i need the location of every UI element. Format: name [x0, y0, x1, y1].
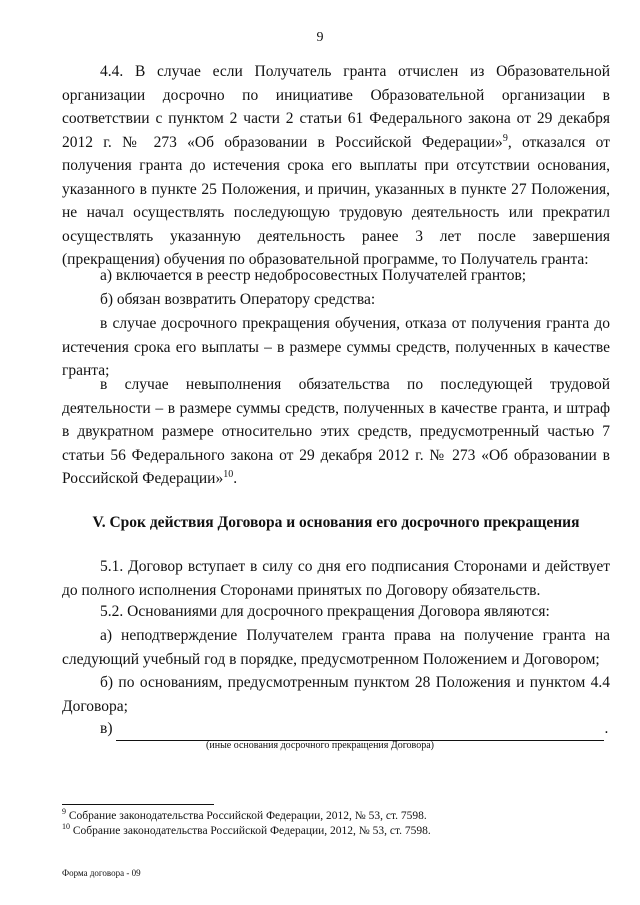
paragraph-5-2-b: б) по основаниям, предусмотренным пунктом 28 Положения и пунктом 4.4 Договора;	[62, 674, 610, 715]
paragraph-5-2-a: а) неподтверждение Получателем гранта права на получение гранта на следующий учебный год в порядке, предусмотренном Положением и Договором;	[62, 627, 610, 668]
paragraph-5-2: 5.2. Основаниями для досрочного прекращения Договора являются:	[100, 603, 550, 620]
paragraph-5-2-v-prefix: в)	[100, 720, 113, 737]
footnote-text: Собрание законодательства Российской Федерации, 2012, № 53, ст. 7598.	[72, 825, 431, 837]
paragraph-4-4-rest: , отказался от получения гранта до истечения срока его выплаты при отсутствии основания, указанного в пункте 25 Положения, и причин, указанных в пункте 27 Положения, не начал осуществлять последующую трудовую деятельность или прекратил осуществлять указанную деятельность ранее 3 лет после завершения (прекращения) обучения по образовательной программе, то Получатель гранта:	[62, 133, 610, 268]
page-number: 9	[316, 30, 324, 45]
paragraph-refund-work-text: в случае невыполнения обязательства по последующей трудовой деятельности – в размере суммы средств, полученных в качестве гранта, и штраф в двукратном размере относительно этих средств, предусмотренный частью 7 статьи 56 Федерального закона от 29 декабря 2012 г. № 273 «Об образовании в Российской Федерации»	[62, 376, 610, 487]
footnote-number: 10	[62, 822, 70, 832]
paragraph-5-1: 5.1. Договор вступает в силу со дня его подписания Сторонами и действует до полного исполнения Сторонами принятых по Договору обязательств.	[62, 558, 610, 599]
blank-line	[116, 726, 604, 741]
footnote-9	[62, 807, 427, 822]
form-label: Форма договора - 09	[62, 868, 141, 878]
paragraph-refund-work-end: .	[233, 470, 238, 487]
footnote-ref-9: 9	[502, 132, 508, 144]
paragraph-4-4-text: 4.4. В случае если Получатель гранта отчислен из Образовательной организации досрочно по инициативе Образовательной организации в соответствии с пунктом 2 части 2 статьи 61 Федерального закона от 29 декабря 2012 г. № 273 «Об образовании в Российской Федерации»	[62, 63, 610, 151]
paragraph-5-2-v-end: .	[604, 720, 609, 737]
footnote-divider	[62, 804, 214, 805]
paragraph-4-4	[62, 60, 610, 272]
paragraph-refund-early: в случае досрочного прекращения обучения, отказа от получения гранта до истечения срока его выплаты – в размере суммы средств, полученных в качестве гранта;	[62, 315, 610, 379]
footnote-number: 9	[62, 807, 66, 817]
paragraph-5-2-v	[62, 717, 610, 741]
blank-caption: (иные основания досрочного прекращения Договора)	[206, 740, 434, 751]
footnote-text: Собрание законодательства Российской Федерации, 2012, № 53, ст. 7598.	[68, 810, 427, 822]
footnote-10	[62, 822, 431, 837]
footnote-ref-10: 10	[223, 468, 234, 480]
section-heading: V. Срок действия Договора и основания его досрочного прекращения	[92, 514, 580, 531]
paragraph-4-4-b: б) обязан возвратить Оператору средства:	[100, 291, 376, 308]
paragraph-4-4-a: а) включается в реестр недобросовестных Получателей грантов;	[100, 267, 527, 284]
paragraph-refund-work	[62, 373, 610, 491]
